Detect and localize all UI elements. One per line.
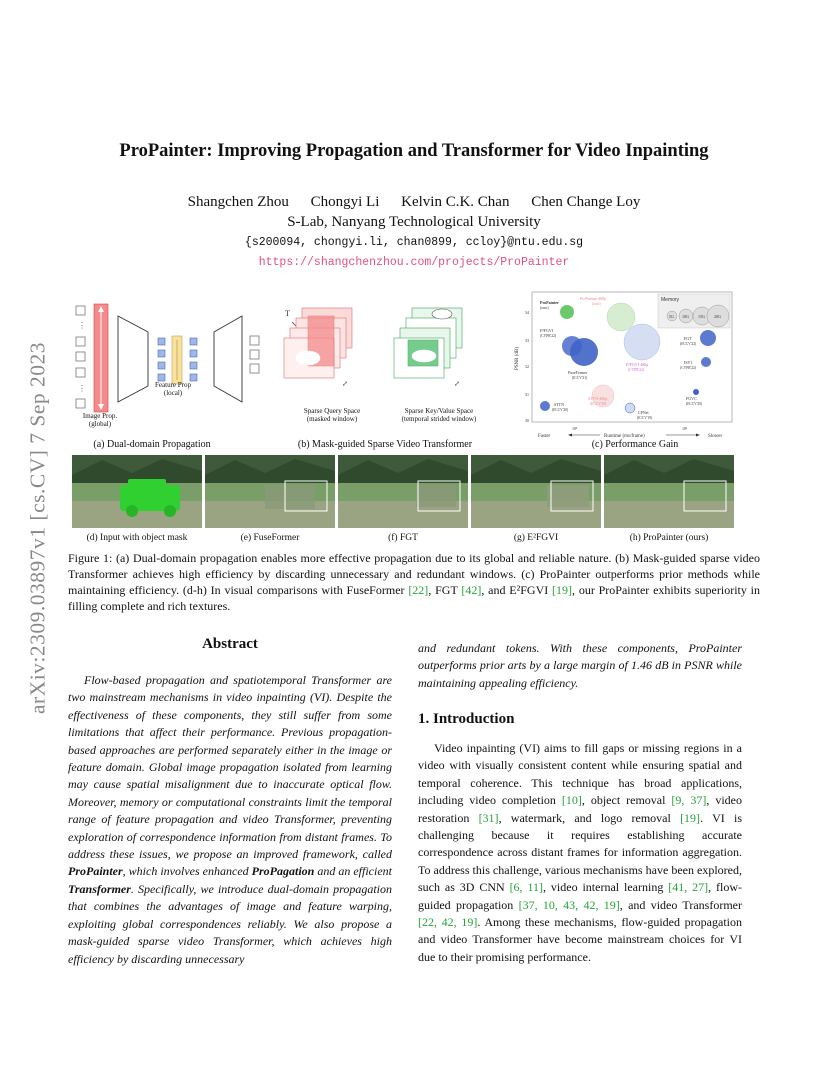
intro-text: Video inpainting (VI) aims to fill gaps or missing regions in a video with visually consistent content while ensuring spatial and temporal coherence. This technique has broad applications, including video completion [418, 741, 742, 808]
point-label: (ECCV'22) [680, 342, 697, 346]
bubble-propainter [560, 305, 574, 319]
y-tick-label: 32 [525, 364, 529, 369]
image-prop-text: Image Prop. [82, 412, 118, 420]
point-label: E²FGVI-480p [626, 362, 649, 367]
t-axis-label: T [285, 309, 290, 318]
intro-text: , video restoration [418, 793, 742, 825]
abstract-text: . Specifically, we introduce dual-domain propagation that combines the advantages of image and feature warping, exploiting global correspondences reliably. We also propose a mask-guided sparse video Transformer, which achieves high efficiency by discarding unnecessary [68, 881, 392, 966]
paper-title: ProPainter: Improving Propagation and Transformer for Video Inpainting [119, 141, 709, 161]
point-label: E²FGVI [540, 328, 553, 333]
query-stack [284, 308, 352, 378]
citation-link[interactable]: [42] [461, 583, 482, 597]
memory-size-label: 15G [698, 314, 705, 319]
arxiv-id-text: arXiv:2309.03897v1 [cs.CV] 7 Sep 2023 [25, 341, 50, 715]
abstract-continued: and redundant tokens. With these components, ProPainter outperforms prior arts by a large margin of 1.46 dB in PSNR while maintaining appealing efficiency. [418, 641, 742, 690]
point-label: (ICCV'21) [572, 376, 588, 380]
bubble-sttn [540, 401, 550, 411]
author-list [0, 194, 828, 211]
bubble-cpnet [625, 403, 635, 413]
point-label: FuseFormer [568, 370, 588, 375]
author-emails: {s200094, chongyi.li, chan0899, ccloy}@ntu.edu.sg [244, 236, 584, 249]
citation-link[interactable]: [37, 10, 43, 42, 19] [518, 897, 620, 912]
frame-e2fgvi [471, 455, 601, 528]
caption-text: , and E²FGVI [481, 583, 553, 597]
point-label: (CVPR'22) [680, 366, 697, 370]
frame-caption: (g) E²FGVI [513, 533, 559, 543]
author-name: Chen Change Loy [531, 194, 641, 210]
bubble-propainter-480p [607, 303, 635, 331]
point-label: (ours) [540, 306, 549, 310]
citation-link[interactable]: [19] [552, 583, 573, 597]
query-space-text: Sparse Query Space [303, 407, 361, 415]
memory-legend-title: Memory [661, 297, 680, 303]
faster-label: Faster [538, 434, 551, 439]
frame-caption: (d) Input with object mask [86, 533, 188, 543]
bubble-e2fgvi-480p [624, 324, 660, 360]
affiliation: S-Lab, Nanyang Technological University [287, 214, 541, 230]
project-url-link[interactable]: https://shangchenzhou.com/projects/ProPainter [258, 256, 570, 269]
bubble-isvi [701, 357, 711, 367]
abstract-bold: Transformer [68, 881, 131, 896]
bubble-fuseformer [570, 338, 598, 366]
kv-space-sub: (temporal strided window) [401, 415, 477, 423]
point-label: STTN-480p [588, 396, 608, 401]
svg-text:⤢: ⤢ [342, 380, 348, 388]
caption-text: Figure 1: (a) Dual-domain propagation enables more effective propagation due to its global and reliable nature. (b) Mask-guided sparse video Transformer achieves high efficiency by discarding unnecessary and redundant windows. (c) ProPainter outperforms prior methods while maintaining efficiency. (d-h) In visual comparisons with FuseFormer [68, 551, 760, 597]
point-label: ProPainter [540, 300, 559, 305]
panel-b-caption: (b) Mask-guided Sparse Video Transformer [297, 439, 473, 450]
point-label: (ours) [592, 302, 601, 306]
intro-text: , object removal [581, 793, 672, 808]
frame-input-mask [72, 455, 202, 528]
point-label: (CVPR'22) [540, 334, 557, 338]
abstract-bold: ProPagation [251, 864, 315, 879]
frame-fuseformer [205, 455, 335, 528]
panel-c-chart [508, 290, 738, 440]
abstract-text: and an efficient [314, 864, 392, 879]
citation-link[interactable]: [31] [478, 810, 499, 825]
frame-caption: (h) ProPainter (ours) [629, 533, 709, 543]
author-name: Shangchen Zhou [187, 194, 289, 210]
point-label: ISVI [684, 360, 692, 365]
intro-text: , and video Transformer [619, 897, 742, 912]
intro-heading: 1. Introduction [418, 711, 515, 727]
citation-link[interactable]: [9, 37] [671, 793, 707, 808]
panel-a-caption: (a) Dual-domain Propagation [93, 439, 211, 450]
frame-caption: (e) FuseFormer [240, 533, 300, 543]
panel-b-diagram [280, 300, 490, 410]
abstract-text: , which involves enhanced [122, 864, 252, 879]
abstract-text: Flow-based propagation and spatiotemporal Transformer are two mainstream mechanisms in video inpainting (VI). Despite the effectiveness of these components, they still suffer from some limitations that affect their performance. Previous propagation-based approaches are performed separately either in the image or feature domain. Global image propagation isolated from learning may cause spatial misalignment due to inaccurate optical flow. Moreover, memory or computational constraints limit the temporal range of feature propagation and video Transformer, preventing exploration of correspondence information from distant frames. To address these issues, we propose an improved framework, called [68, 673, 392, 862]
image-prop-sub: (global) [88, 420, 112, 428]
x-tick-label: 10³ [682, 426, 688, 431]
intro-text: , flow-guided propagation [418, 880, 742, 912]
bubble-fgvc [693, 389, 699, 395]
x-tick-label: 10² [572, 426, 578, 431]
point-label: (ICCV'19) [637, 416, 653, 420]
citation-link[interactable]: [10] [561, 793, 582, 808]
kv-space-label [384, 407, 494, 423]
author-name: Chongyi Li [310, 194, 380, 210]
memory-size-label: 20G [714, 314, 721, 319]
svg-text:⋮: ⋮ [78, 321, 86, 330]
query-space-label [287, 407, 377, 423]
svg-text:⋮: ⋮ [78, 384, 86, 393]
feature-prop-label [145, 381, 201, 397]
feature-prop-text: Feature Prop [155, 381, 191, 389]
x-axis-label: Runtime (ms/frame) [604, 434, 645, 439]
intro-text: , watermark, and logo removal [498, 810, 681, 825]
feature-prop-sub: (local) [163, 389, 183, 397]
frame-fgt [338, 455, 468, 528]
y-tick-label: 33 [525, 338, 529, 343]
point-label: CPNet [638, 410, 649, 415]
citation-link[interactable]: [19] [680, 810, 701, 825]
figure-caption [68, 550, 760, 614]
citation-link[interactable]: [22, 42, 19] [418, 915, 478, 930]
y-tick-label: 34 [525, 310, 529, 315]
point-label: (ECCV'20) [590, 402, 607, 406]
citation-link[interactable]: [41, 27] [668, 880, 709, 895]
author-name: Kelvin C.K. Chan [401, 194, 510, 210]
memory-size-label: 10G [682, 314, 689, 319]
point-label: (ECCV'20) [552, 408, 569, 412]
intro-text: . VI is challenging because it requires establishing accurate correspondence across distant frames for information aggregation. To address this challenge, various mechanisms have been explored, such as 3D CNN [418, 810, 742, 895]
y-tick-label: 31 [525, 392, 529, 397]
slower-label: Slower [708, 434, 723, 439]
intro-body [418, 740, 742, 966]
kv-space-text: Sparse Key/Value Space [404, 407, 474, 415]
abstract-bold: ProPainter [68, 864, 123, 879]
key-value-stack [394, 308, 462, 378]
panel-c-caption: (c) Performance Gain [591, 439, 679, 450]
frame-caption: (f) FGT [388, 533, 418, 543]
abstract-body [68, 672, 392, 968]
point-label: (ECCV'20) [686, 402, 703, 406]
point-label: (CVPR'22) [628, 368, 645, 372]
point-label: ProPainter-480p [580, 296, 607, 301]
caption-text: , FGT [428, 583, 462, 597]
intro-text: . Among these mechanisms, flow-guided propagation and video Transformer have become mainstream choices for VI due to their promising performance. [418, 915, 742, 964]
y-axis-label: PSNR (dB) [515, 347, 520, 370]
point-label: STTN [554, 402, 564, 407]
intro-text: , video internal learning [543, 880, 669, 895]
point-label: FGVC [686, 396, 697, 401]
y-tick-label: 30 [525, 418, 529, 423]
image-prop-label [80, 412, 120, 428]
citation-link[interactable]: [6, 11] [509, 880, 544, 895]
bubble-fgt [700, 330, 716, 346]
frame-propainter [604, 455, 734, 528]
abstract-heading: Abstract [202, 636, 258, 652]
caption-text: , our ProPainter exhibits superiority in filling complete and rich textures. [68, 583, 760, 613]
citation-link[interactable]: [22] [408, 583, 429, 597]
query-space-sub: (masked window) [306, 415, 358, 423]
memory-size-label: 5G [669, 314, 674, 319]
arxiv-side-identifier [18, 288, 58, 768]
point-label: FGT [684, 336, 692, 341]
svg-text:⤢: ⤢ [454, 380, 460, 388]
